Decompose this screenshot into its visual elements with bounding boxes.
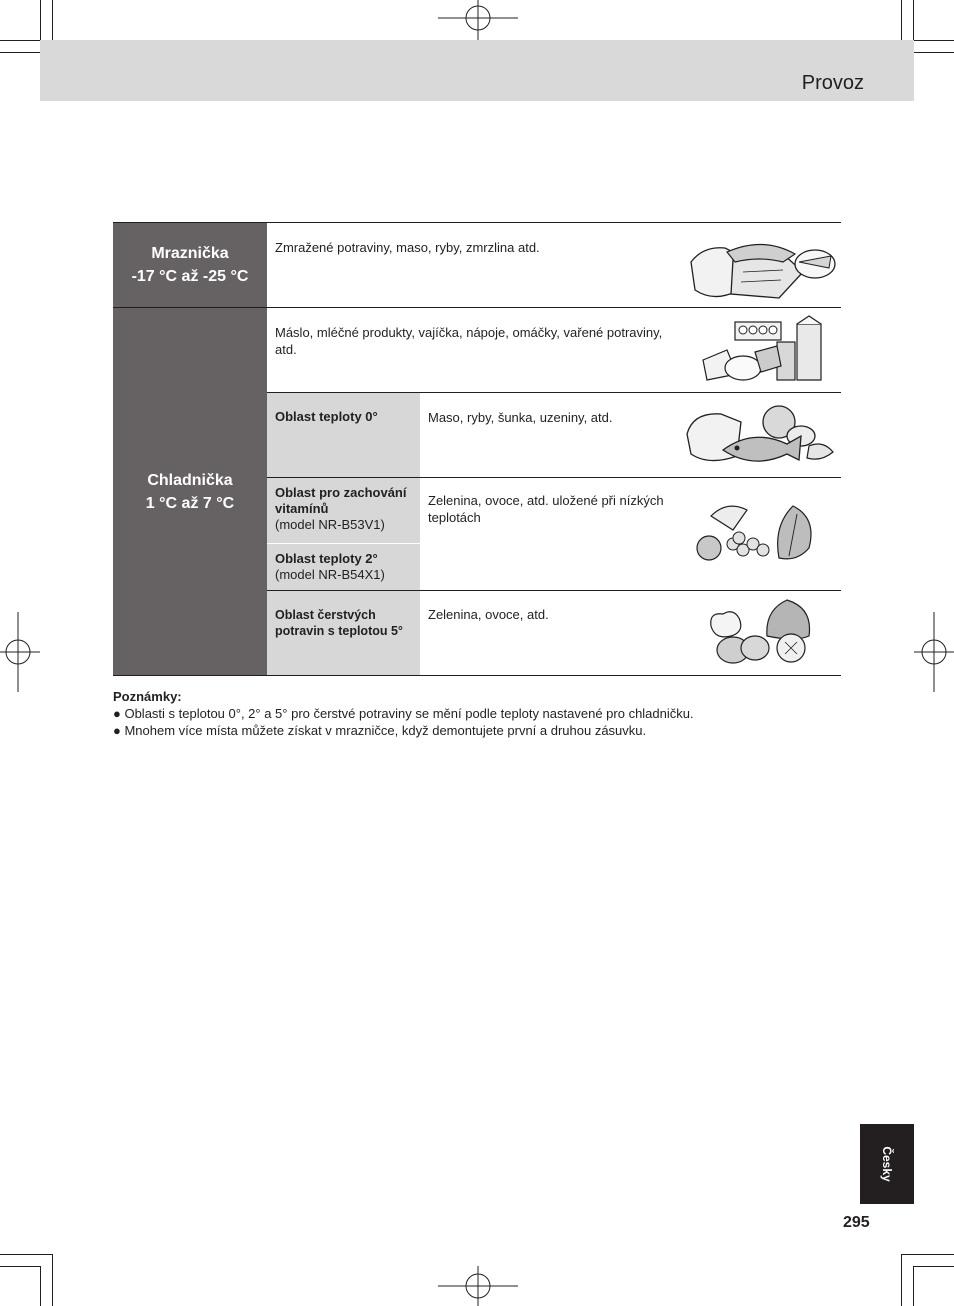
zone-0-label: Oblast teploty 0° bbox=[267, 393, 420, 477]
fresh-produce-icon bbox=[703, 596, 823, 666]
language-tab bbox=[860, 1124, 914, 1204]
crop-mark bbox=[0, 1266, 40, 1267]
freezer-name: Mraznička bbox=[151, 245, 229, 262]
frozen-food-icon bbox=[683, 232, 839, 302]
crop-mark bbox=[0, 40, 40, 41]
zone-vitamin-description: Zelenina, ovoce, atd. uložené při nízkých teplotách bbox=[428, 493, 664, 525]
fridge-range: 1 °C až 7 °C bbox=[145, 495, 235, 512]
crop-mark bbox=[914, 1266, 954, 1267]
fridge-name: Chladnička bbox=[147, 472, 233, 489]
zone-5-label: Oblast čerstvých potravin s teplotou 5° bbox=[267, 591, 420, 676]
section-title: Provoz bbox=[801, 72, 864, 94]
crop-mark bbox=[40, 0, 41, 40]
zone-5-description: Zelenina, ovoce, atd. bbox=[428, 607, 549, 622]
notes bbox=[113, 688, 841, 739]
zone-vitamin-label: Oblast pro zachování vitamínů (model NR-B53V1) bbox=[267, 478, 420, 543]
crop-mark bbox=[914, 40, 954, 41]
table-border bbox=[113, 675, 841, 676]
crop-mark bbox=[0, 1254, 52, 1255]
fruit-vegetable-icon bbox=[693, 500, 823, 564]
page-number: 295 bbox=[843, 1214, 870, 1231]
note-item: ● Mnohem více místa můžete získat v mrazničce, když demontujete první a druhou zásuvku. bbox=[113, 723, 647, 738]
registration-mark-icon bbox=[914, 612, 954, 692]
fridge-label bbox=[113, 308, 267, 676]
freezer-description: Zmražené potraviny, maso, ryby, zmrzlina atd. bbox=[275, 240, 540, 255]
registration-mark-icon bbox=[0, 612, 40, 692]
zone-0-description: Maso, ryby, šunka, uzeniny, atd. bbox=[428, 410, 613, 425]
section-header bbox=[40, 40, 914, 101]
fridge-description: Máslo, mléčné produkty, vajíčka, nápoje, omáčky, vařené potraviny, atd. bbox=[275, 325, 663, 357]
dairy-food-icon bbox=[697, 314, 827, 386]
freezer-label bbox=[113, 223, 267, 307]
freezer-range: -17 °C až -25 °C bbox=[131, 268, 249, 285]
note-item: ● Oblasti s teplotou 0°, 2° a 5° pro čerstvé potraviny se mění podle teploty nastavené pro chladničku. bbox=[113, 706, 694, 721]
zone-2-label: Oblast teploty 2° (model NR-B54X1) bbox=[267, 544, 420, 590]
crop-mark bbox=[913, 0, 914, 40]
crop-mark bbox=[40, 1266, 41, 1306]
crop-mark bbox=[52, 1254, 53, 1306]
crop-mark bbox=[901, 1254, 902, 1306]
storage-table bbox=[113, 222, 841, 676]
meat-fish-icon bbox=[683, 400, 839, 470]
registration-mark-icon bbox=[438, 1266, 518, 1306]
crop-mark bbox=[913, 1266, 914, 1306]
notes-title: Poznámky: bbox=[113, 689, 182, 704]
crop-mark bbox=[901, 1254, 954, 1255]
registration-mark-icon bbox=[438, 0, 518, 40]
language-label: Česky bbox=[880, 1146, 894, 1182]
